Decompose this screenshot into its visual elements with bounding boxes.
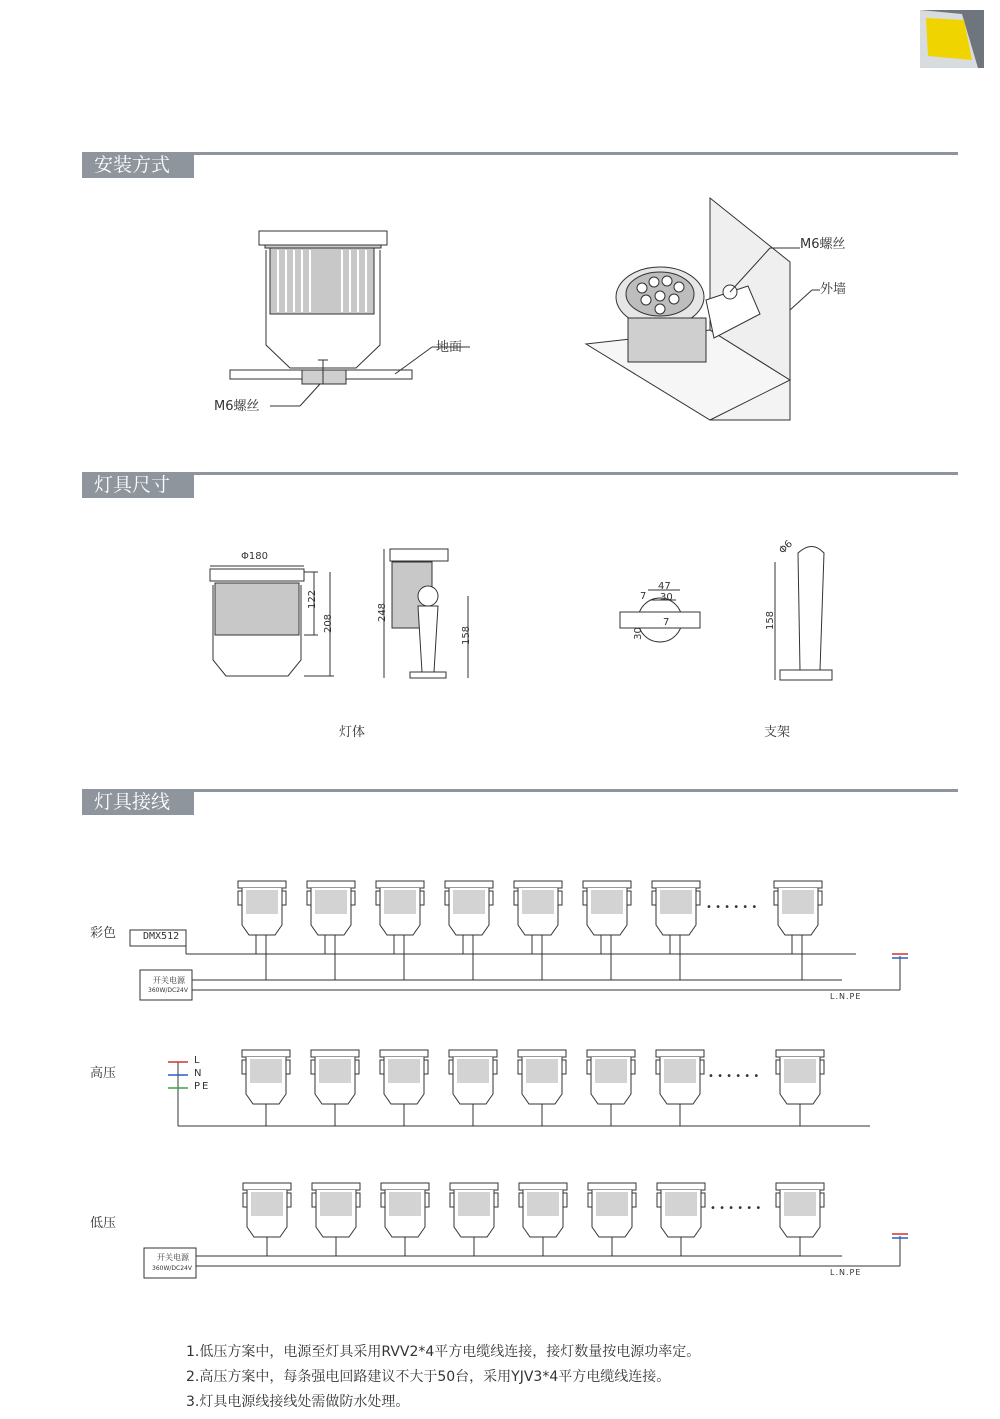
section-title-install: 安装方式 [82,152,194,178]
label-color: 彩色 [90,926,117,941]
notes [186,1340,700,1415]
psu-spec: 360W/DC24V [148,987,188,994]
dim-7a: 7 [640,591,647,602]
dim-30: 30 [660,592,673,603]
note-1: 1.低压方案中，电源至灯具采用RVV2*4平方电缆线连接，接灯数量按电源功率定。 [186,1344,701,1360]
dim-208: 208 [323,613,335,634]
wire-l: L [194,1055,200,1066]
section-title-wiring: 灯具接线 [82,789,194,815]
note-3: 3.灯具电源线接线处需做防水处理。 [186,1394,410,1410]
lnpe-label: L.N.PE [830,992,862,1001]
wire-pe: PE [194,1081,211,1092]
ellipsis-row3: • • • • • • [710,1203,762,1214]
label-high-voltage: 高压 [90,1066,117,1081]
dmx-controller: DMX512 [143,931,180,942]
screw-label-right: M6螺丝 [800,237,846,252]
section-title-dimensions: 灯具尺寸 [82,472,194,498]
dim-248: 248 [377,602,389,623]
label-low-voltage: 低压 [90,1216,117,1231]
caption-body: 灯体 [339,725,366,740]
psu-name-lv: 开关电源 [157,1253,189,1262]
psu-spec-lv: 360W/DC24V [152,1265,192,1272]
ellipsis-row2: • • • • • • [708,1071,760,1082]
ellipsis-row1: • • • • • • [706,902,758,913]
dim-158: 158 [461,625,473,646]
ground-label: 地面 [436,340,463,355]
caption-bracket: 支架 [764,725,791,740]
lnpe-label-lv: L.N.PE [830,1268,862,1277]
psu-name: 开关电源 [153,976,185,985]
screw-label-left: M6螺丝 [214,399,260,414]
dim-phi6: Φ6 [777,538,796,557]
dim-bracket-158: 158 [765,610,777,631]
wire-n: N [194,1068,202,1079]
dim-30v: 30 [632,627,644,640]
note-2: 2.高压方案中，每条强电回路建议不大于50台，采用YJV3*4平方电缆线连接。 [186,1369,671,1385]
wall-label: 外墙 [820,282,847,297]
dim-diameter: Φ180 [241,551,268,562]
dim-7b: 7 [663,617,670,628]
dim-122: 122 [307,589,319,610]
dim-47: 47 [658,581,671,592]
